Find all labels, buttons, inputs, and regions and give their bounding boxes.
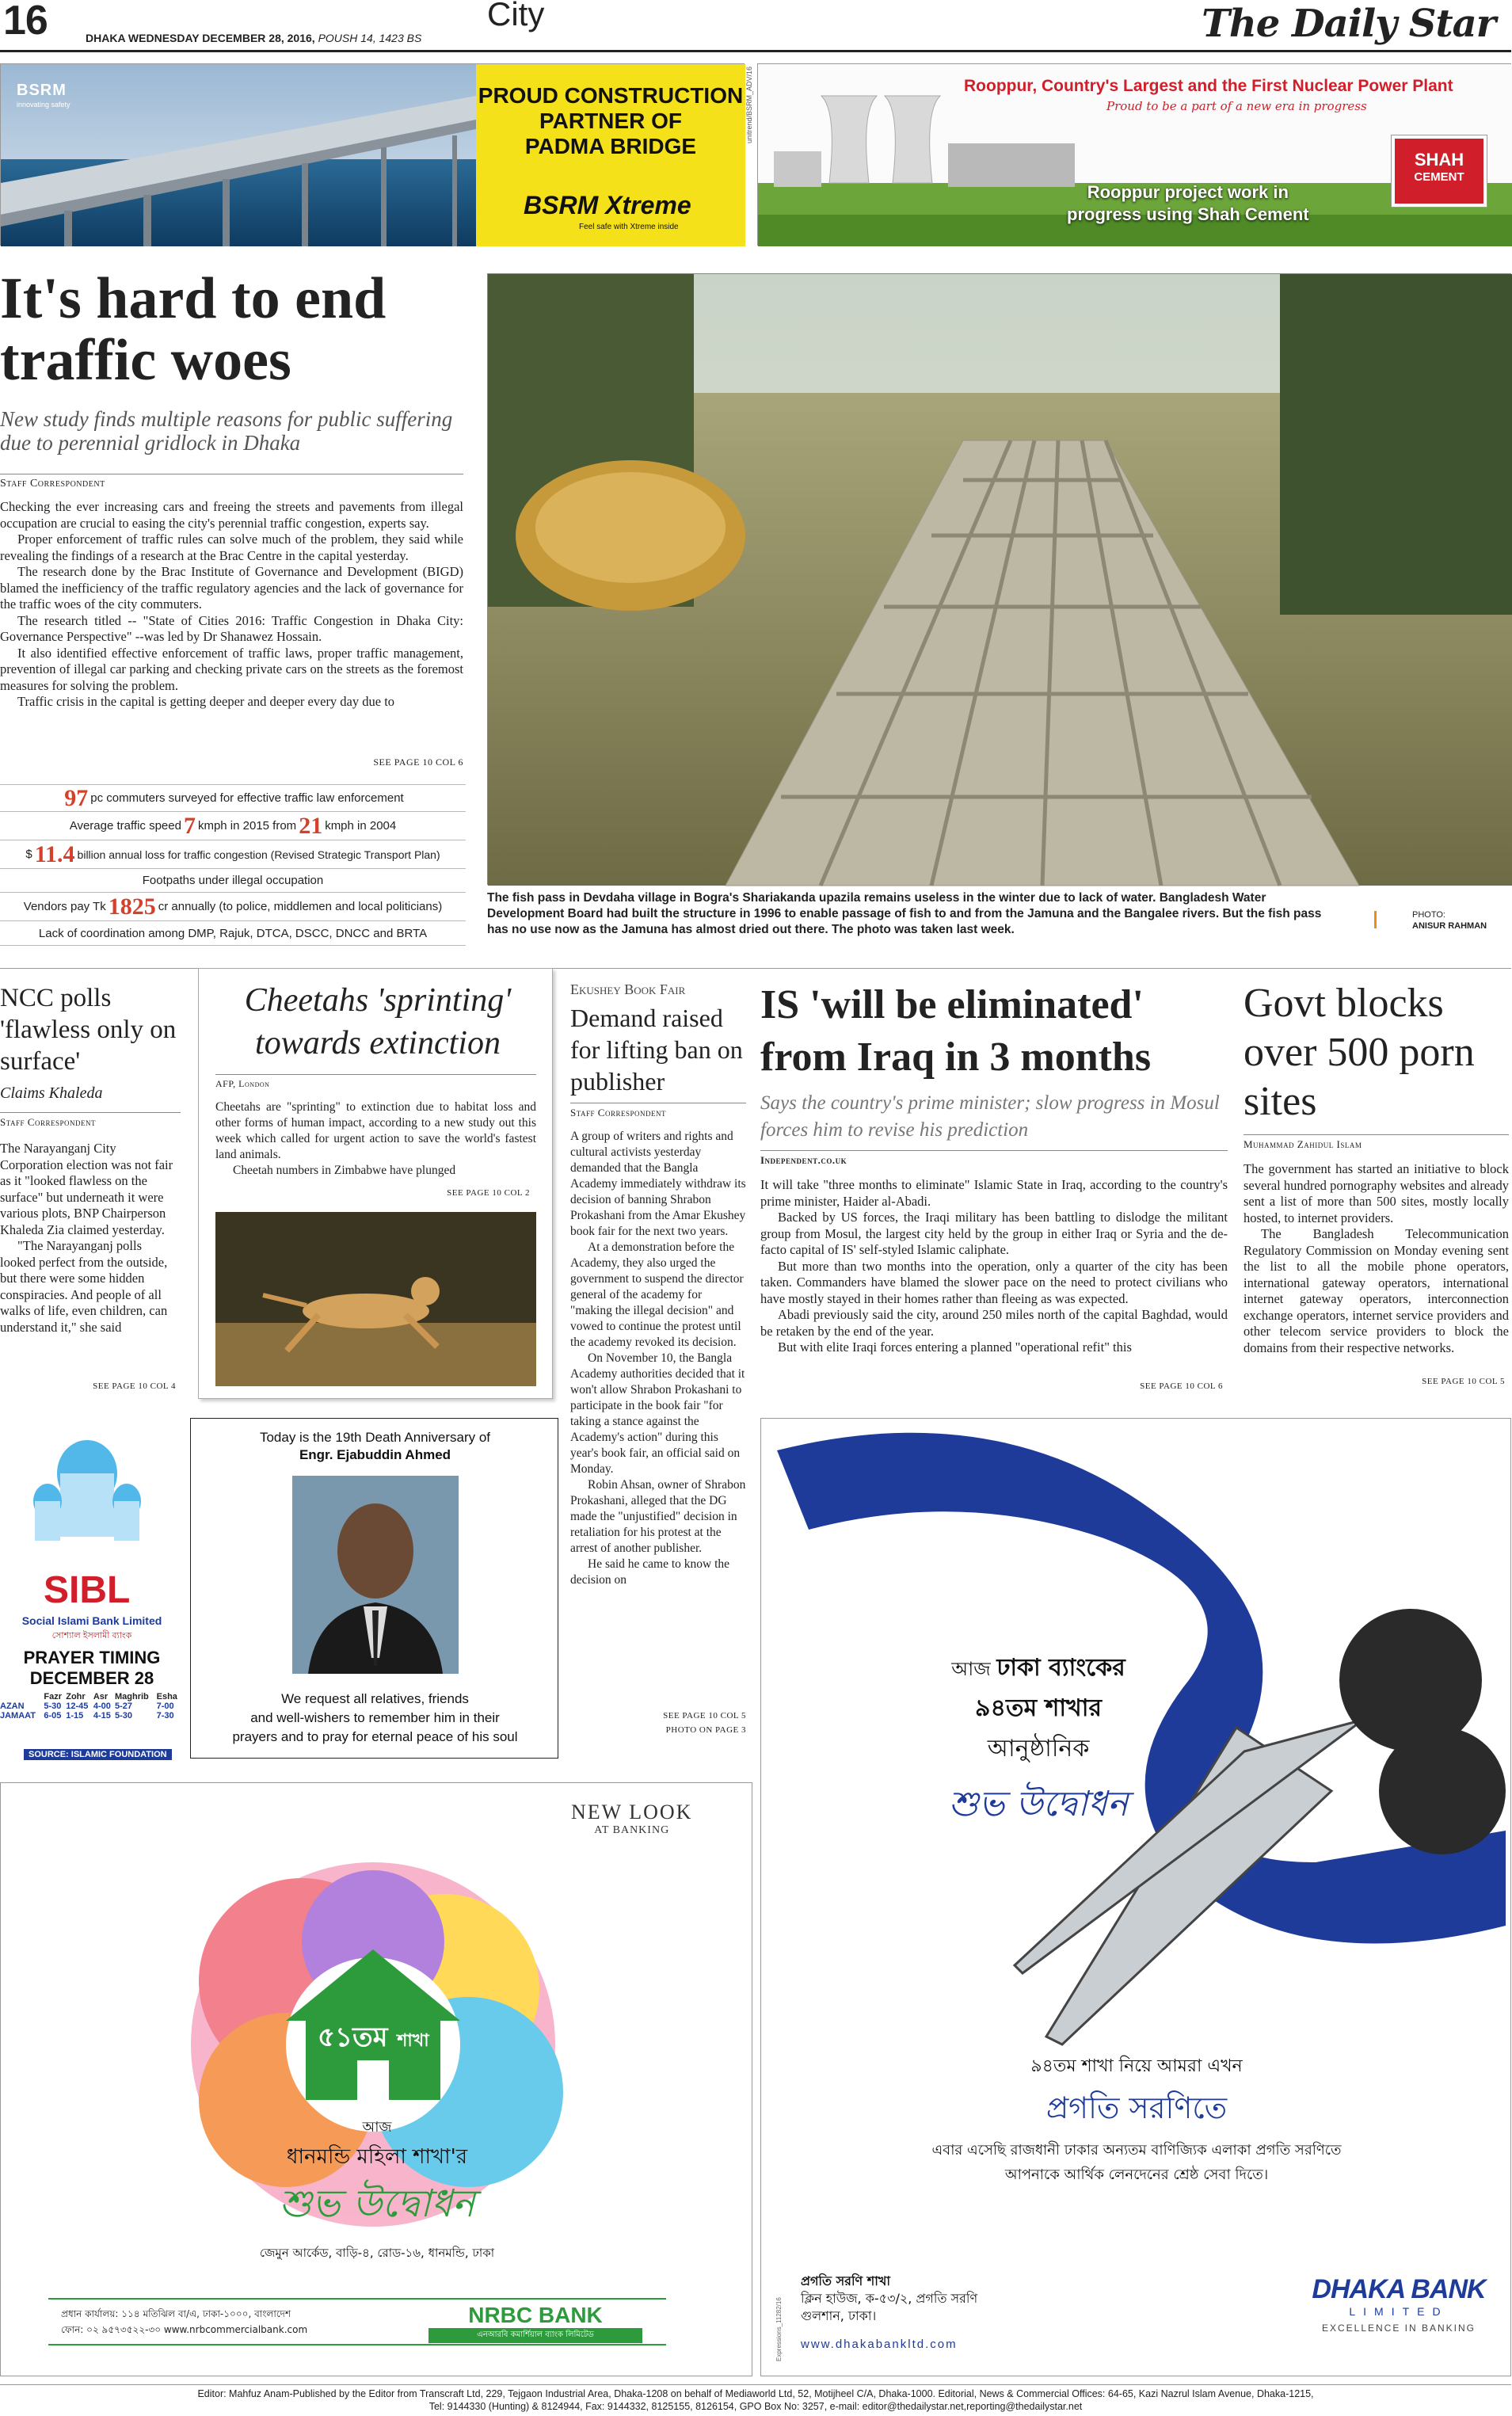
- footer-rule: [0, 2384, 1511, 2385]
- cheetah-image: [215, 1212, 536, 1386]
- fish-pass-photo: [487, 273, 1511, 885]
- cheetah-p1: Cheetahs are "sprinting" to extinction due to habitat loss and other forms of human impact, according to a new study out this week which called for urgent action to save the world's fastest land animals.: [215, 1100, 536, 1161]
- nrbc-opening: [1, 2116, 753, 2264]
- db-logo-sub: LIMITED: [1349, 2305, 1449, 2318]
- prayer-cell: 4-00: [93, 1701, 111, 1711]
- lead-p2: Proper enforcement of traffic rules can solve much of the problem, they said while revealing the findings of a research at the Brac Centre in the capital yesterday.: [0, 532, 463, 563]
- db-mid3: এবার এসেছি রাজধানী ঢাকার অন্যতম বাণিজ্যিক এলাকা প্রগতি সরণিতে: [931, 2142, 1342, 2159]
- shah-sub: Proud to be a part of a new era in progress: [1106, 99, 1367, 113]
- stat2-num1: 7: [183, 812, 196, 839]
- stat2-mid: kmph in 2015 from: [197, 819, 297, 833]
- porn-headline: Govt blocks over 500 porn sites: [1243, 981, 1475, 1124]
- memorial-name: Engr. Ejabuddin Ahmed: [299, 1447, 451, 1462]
- shah-caption-2: progress using Shah Cement: [1067, 204, 1309, 224]
- cheetah-photo: [215, 1212, 536, 1386]
- stat2-pre: Average traffic speed: [69, 819, 181, 833]
- prayer-date: DECEMBER 28: [29, 1668, 154, 1688]
- stat-row-5: [0, 893, 466, 921]
- stat5-text: cr annually (to police, middlemen and local politicians): [158, 900, 443, 913]
- nrbc-house-icon: [286, 1949, 460, 2100]
- sibl-bank-name: Social Islami Bank Limited: [21, 1614, 162, 1627]
- sibl-logo: SIBL: [44, 1569, 131, 1611]
- caption-divider: [1374, 911, 1377, 928]
- nrbc-tag1: NEW LOOK: [571, 1801, 693, 1823]
- nrbc-num: ৫১তম: [318, 2022, 388, 2053]
- shah-logo-1: SHAH: [1414, 150, 1464, 170]
- bsrm-brand: BSRM Xtreme: [524, 191, 691, 219]
- lead-p4: The research titled -- "State of Cities 2016: Traffic Congestion in Dhaka City: Governance Perspective" --was led by Dr Shanawez Hossain.: [0, 612, 463, 644]
- bridge-photo: [1, 64, 476, 246]
- lead-p3: The research done by the Brac Institute of Governance and Development (BIGD) blamed the inefficiency of the traffic regulatory agencies and the lack of governance for the traffic woes of the city commuters.: [0, 564, 463, 612]
- fish-pass-image: [488, 274, 1512, 886]
- ribbon-scissors: [761, 1419, 1512, 2377]
- prayer-cell: 6-05: [44, 1711, 62, 1721]
- prayer-cell: AZAN: [0, 1701, 25, 1711]
- photo-credit-label: PHOTO:: [1412, 910, 1445, 920]
- dhaka-bank-ad[interactable]: [760, 1418, 1511, 2376]
- cheetah-see-page: SEE PAGE 10 COL 2: [447, 1188, 530, 1198]
- nrbc-address: জেমুন আর্কেড, বাড়ি-৪, রোড-১৬, ধানমন্ডি, ঢাকা: [259, 2246, 495, 2260]
- iraq-p1: It will take "three months to eliminate" Islamic State in Iraq, according to the country's prime minister, Haider al-Abadi.: [760, 1177, 1228, 1209]
- prayer-row-jamaat: [0, 1711, 182, 1721]
- iraq-p5: But with elite Iraqi forces entering a planned "operational refit" this: [778, 1339, 1132, 1355]
- stat5-pre: Vendors pay Tk: [23, 900, 106, 913]
- stat2-num2: 21: [299, 812, 323, 839]
- ekushey-p3: On November 10, the Bangla Academy authorities decided that it won't allow Shrabon Prokashani to participate in the book fair "for taking a stance against the Academy's action" during this year's book fair, an official said on Monday.: [570, 1351, 745, 1476]
- ncc-body: [0, 1141, 181, 1336]
- prayer-h1: Fazr: [44, 1692, 63, 1701]
- memorial-msg3: prayers and to pray for eternal peace of his soul: [232, 1729, 518, 1744]
- bsrm-line1: PROUD CONSTRUCTION: [478, 83, 744, 108]
- cheetah-p2: Cheetah numbers in Zimbabwe have plunged: [233, 1164, 456, 1177]
- lead-p1: Checking the ever increasing cars and freeing the streets and pavements from illegal occupation are crucial to easing the city's perennial traffic congestion, experts say.: [0, 499, 463, 531]
- memorial-ad[interactable]: [190, 1418, 558, 1759]
- dhaka-web[interactable]: www.dhakabankltd.com: [801, 2338, 958, 2351]
- db-logo: DHAKA BANK: [1312, 2274, 1486, 2304]
- ekushey-byline: Staff Correspondent: [570, 1103, 746, 1119]
- stat4-text: Footpaths under illegal occupation: [142, 874, 324, 887]
- nrbc-tag2: AT BANKING: [594, 1824, 670, 1836]
- ncc-subhead: Claims Khaleda: [0, 1084, 103, 1102]
- nrbc-hq1: প্রধান কার্যালয়: ১১৪ মতিঝিল বা/এ, ঢাকা-১০০০, বাংলাদেশ: [61, 2308, 291, 2319]
- lead-see-page: SEE PAGE 10 COL 6: [373, 756, 463, 768]
- photo-caption: The fish pass in Devdaha village in Bogra's Shariakanda upazila remains useless in the winter due to lack of water. Bangladesh Water Development Board had built the structure in 1996 to enable passage of fish to and from the Jamuna and the Bangalee rivers. But the fish pass has no use now as the Jamuna has almost dried out there. The photo was taken last week.: [487, 891, 1322, 936]
- iraq-byline: Independent.co.uk: [760, 1150, 1228, 1167]
- ekushey-p5: He said he came to know the decision on: [570, 1557, 730, 1587]
- stat-row-3: [0, 840, 466, 869]
- nrbc-bank-ad[interactable]: [0, 1782, 752, 2376]
- ekushey-p2: At a demonstration before the Academy, they also urged the government to suspend the director general of the academy for "making the illegal decision" and vowed to continue the protest until the academy revoked its decision.: [570, 1240, 744, 1349]
- prayer-h0: [0, 1692, 44, 1701]
- nrbc-aj: আজ: [362, 2119, 392, 2136]
- ekushey-see-page: SEE PAGE 10 COL 5: [663, 1711, 746, 1721]
- prayer-h5: Esha: [156, 1692, 177, 1701]
- stat1-text: pc commuters surveyed for effective traffic law enforcement: [90, 791, 404, 805]
- ncc-p1: The Narayanganj City Corporation election was not fair as it "looked flawless on the surface" but underneath it were various plots, BNP Chairperson Khaleda Zia claimed yesterday.: [0, 1141, 173, 1237]
- footer-imprint: [0, 2387, 1511, 2413]
- bsrm-logo-text: BSRM: [17, 82, 67, 99]
- iraq-see-page: SEE PAGE 10 COL 6: [1140, 1381, 1223, 1391]
- bsrm-logo: [17, 82, 67, 100]
- cheetah-body: [215, 1099, 536, 1179]
- nrbc-branch-name: ধানমন্ডি মহিলা শাখা'র: [286, 2145, 468, 2169]
- footer-line1: Editor: Mahfuz Anam-Published by the Editor from Transcraft Ltd, 229, Tejgaon Industrial Area, Dhaka-1208 on behalf of Mediaworld Ltd, 52, Motijheel C/A, Dhaka-1000. Editorial, News & Commercial Offices: 64-65, Kazi Nazrul Islam Avenue, Dhaka-1215,: [197, 2388, 1314, 2399]
- stat2-end: kmph in 2004: [325, 819, 397, 833]
- dateline-date: DHAKA WEDNESDAY DECEMBER 28, 2016,: [86, 32, 315, 44]
- ekushey-headline: Demand raised for lifting ban on publisher: [570, 1004, 743, 1096]
- bsrm-code: unitrend/BSRM_ADV/16: [745, 66, 753, 143]
- footer-line2: Tel: 9144330 (Hunting) & 8124944, Fax: 9144332, 8125155, 8126154, GPO Box No: 3257, e-mail: editor@thedailystar.net,reporting@thedailystar.net: [428, 2401, 1083, 2412]
- stat-row-1: [0, 785, 466, 812]
- shah-logo: [1392, 135, 1487, 207]
- nrbc-shubho: শুভ উদ্বোধন: [279, 2182, 475, 2226]
- dateline-bangla: POUSH 14, 1423 BS: [318, 32, 422, 44]
- db-branch-addr2: গুলশান, ঢাকা।: [801, 2308, 877, 2323]
- nrbc-tag: [571, 1801, 692, 1837]
- ncc-p2: "The Narayanganj polls looked perfect from the outside, but there were some hidden conspiracies. And people of all walks of life, even children, can understand it," she said: [0, 1238, 168, 1335]
- nrbc-branch-num: [318, 2017, 429, 2062]
- db-mid4: আপনাকে আর্থিক লেনদেনের শ্রেষ্ঠ সেবা দিতে।: [1004, 2166, 1269, 2183]
- stat-row-6: [0, 921, 466, 945]
- iraq-p4: Abadi previously said the city, around 250 miles north of the capital Baghdad, would be retaken by the end of the year.: [760, 1307, 1228, 1339]
- prayer-cell: 5-27: [114, 1701, 132, 1711]
- nrbc-logo-text: NRBC BANK: [468, 2303, 603, 2327]
- cheetah-byline: AFP, London: [215, 1074, 536, 1090]
- photo-credit: [1412, 909, 1487, 932]
- prayer-h4: Maghrib: [114, 1692, 149, 1701]
- bsrm-line3: PADMA BRIDGE: [524, 134, 697, 158]
- db-line2: ৯৪তম শাখার: [975, 1694, 1102, 1722]
- dhaka-logo: [1300, 2274, 1498, 2334]
- stat-row-4: [0, 869, 466, 893]
- prayer-cell: 12-45: [66, 1701, 89, 1711]
- lead-subhead: New study finds multiple reasons for public suffering due to perennial gridlock in Dhaka: [0, 407, 453, 455]
- dhaka-branch: [801, 2273, 977, 2325]
- porn-body: [1243, 1161, 1509, 1356]
- lead-p6: Traffic crisis in the capital is getting deeper and deeper every day due to: [17, 694, 395, 709]
- iraq-subhead: Says the country's prime minister; slow progress in Mosul forces him to revise his prediction: [760, 1092, 1220, 1141]
- db-branch-title: প্রগতি সরণি শাখা: [801, 2273, 891, 2288]
- dhaka-opening-text: [912, 1648, 1165, 1835]
- prayer-cell: 7-30: [156, 1711, 174, 1721]
- bsrm-headline: [476, 83, 745, 159]
- cheetah-headline: Cheetahs 'sprinting' towards extinction: [244, 982, 512, 1061]
- ncc-headline: NCC polls 'flawless only on surface': [0, 984, 177, 1076]
- db-opening: শুভ উদ্বোধন: [948, 1784, 1129, 1824]
- sibl-ad[interactable]: [0, 1418, 184, 1766]
- memorial-msg: [191, 1690, 559, 1747]
- prayer-cell: 4-15: [93, 1711, 111, 1721]
- memorial-line1: Today is the 19th Death Anniversary of: [259, 1430, 491, 1445]
- prayer-cell: 7-00: [156, 1701, 174, 1711]
- porn-see-page: SEE PAGE 10 COL 5: [1422, 1377, 1505, 1386]
- lead-p5: It also identified effective enforcement of traffic laws, proper traffic management, prevention of illegal car parking and checking private cars on the streets as the foremost measures for solving the problem.: [0, 645, 463, 693]
- prayer-title: PRAYER TIMING: [23, 1648, 161, 1667]
- db-line1: ঢাকা ব্যাংকের: [996, 1654, 1125, 1682]
- ekushey-body: [570, 1129, 746, 1588]
- memorial-portrait: [292, 1476, 459, 1674]
- stat3-pre: $: [25, 848, 32, 861]
- db-line3: আনুষ্ঠানিক: [987, 1735, 1090, 1762]
- ekushey-photo-page: PHOTO ON PAGE 3: [665, 1725, 746, 1735]
- shah-title: Rooppur, Country's Largest and the First Nuclear Power Plant: [964, 77, 1453, 95]
- iraq-p3: But more than two months into the operation, only a quarter of the city has been taken. Commanders have blamed the slower pace on the need to protect civilians who have mostly stayed in their homes rather than fleeing as was expected.: [760, 1258, 1228, 1306]
- ncc-byline: Staff Correspondent: [0, 1112, 181, 1129]
- header-rule: [0, 50, 1511, 52]
- dhaka-code: Expressions_11282/16: [775, 2297, 783, 2361]
- ncc-see-page: SEE PAGE 10 COL 4: [93, 1381, 176, 1391]
- bsrm-ad[interactable]: [0, 63, 753, 246]
- ekushey-kicker: Ekushey Book Fair: [570, 981, 686, 997]
- page-number: 16: [3, 0, 48, 44]
- db-branch-addr1: ক্লিন হাউজ, ক-৫৩/২, প্রগতি সরণি: [801, 2291, 978, 2306]
- memorial-msg2: and well-wishers to remember him in their: [250, 1710, 500, 1725]
- db-mid2: প্রগতি সরণিতে: [1045, 2090, 1228, 2125]
- nrbc-hq2: ফোন: ০২ ৯৫৭৩৫২২-৩০ www.nrbcommercialbank.com: [61, 2324, 308, 2335]
- nrbc-hq: [61, 2306, 307, 2338]
- prayer-h2: Zohr: [66, 1692, 86, 1701]
- stat3-num: 11.4: [34, 840, 75, 867]
- dhaka-mid-text: [761, 2052, 1512, 2188]
- sibl-bank-bangla: সোশ্যাল ইসলামী ব্যাংক: [51, 1631, 132, 1641]
- bsrm-brand-sub: Feel safe with Xtreme inside: [579, 223, 679, 231]
- nrbc-branch-word: শাখা: [397, 2031, 429, 2051]
- prayer-cell: 1-15: [66, 1711, 84, 1721]
- prayer-cell: 5-30: [114, 1711, 132, 1721]
- masthead: The Daily Star: [1202, 2, 1495, 46]
- iraq-body: [760, 1177, 1228, 1356]
- porn-p1: The government has started an initiative to block several hundred pornography websites and already sent a list of more than 500 sites, mostly locally hosted, to internet providers.: [1243, 1161, 1509, 1225]
- shah-logo-2: CEMENT: [1414, 170, 1464, 184]
- shah-cement-ad[interactable]: [757, 63, 1511, 246]
- traffic-stats-box: [0, 784, 466, 946]
- bsrm-line2: PARTNER OF: [539, 109, 682, 133]
- memorial-msg1: We request all relatives, friends: [281, 1691, 469, 1706]
- porn-p2: The Bangladesh Telecommunication Regulatory Commission on Monday evening sent the list to all the mobile phone operators, international gateway operators, international internet gateway operators, interconnection exchange operators, internet service providers and other telecom service providers to block the domains from their respective networks.: [1243, 1226, 1509, 1355]
- nrbc-logo-sub: এনআরবি কমার্শিয়াল ব্যাংক লিমিটেড: [428, 2328, 642, 2343]
- stat6-text: Lack of coordination among DMP, Rajuk, DTCA, DSCC, DNCC and BRTA: [38, 926, 428, 940]
- db-mid1: ৯৪তম শাখা নিয়ে আমরা এখন: [1030, 2056, 1243, 2076]
- prayer-header-row: [0, 1692, 182, 1701]
- prayer-source: SOURCE: ISLAMIC FOUNDATION: [24, 1749, 172, 1760]
- iraq-headline: IS 'will be eliminated' from Iraq in 3 months: [760, 982, 1152, 1080]
- lead-body: [0, 499, 463, 711]
- db-aj: আজ: [951, 1658, 991, 1680]
- prayer-table: [0, 1692, 182, 1721]
- iraq-p2: Backed by US forces, the Iraqi military has been battling to dislodge the militant group from Mosul, the largest city held by the group in either Iraq or Syria and the de-facto capital of IS' self-styled Islamic caliphate.: [760, 1210, 1228, 1257]
- portrait-image: [292, 1476, 459, 1674]
- stat5-num: 1825: [108, 893, 156, 920]
- stat3-text: billion annual loss for traffic congestion (Revised Strategic Transport Plan): [77, 848, 440, 861]
- stat-row-2: [0, 812, 466, 840]
- section-title: City: [487, 0, 545, 32]
- lead-byline: Staff Correspondent: [0, 474, 463, 490]
- prayer-row-azan: [0, 1701, 182, 1711]
- prayer-cell: JAMAAT: [0, 1711, 36, 1721]
- prayer-cell: 5-30: [44, 1701, 62, 1711]
- ekushey-p4: Robin Ahsan, owner of Shrabon Prokashani, alleged that the DG made the "unjustified" decision in retaliation for his protest at the arrest of another publisher.: [570, 1478, 746, 1555]
- photo-credit-name: ANISUR RAHMAN: [1412, 921, 1487, 931]
- db-logo-tag: EXCELLENCE IN BANKING: [1321, 2323, 1476, 2334]
- lead-headline: It's hard to end traffic woes: [0, 266, 387, 393]
- bsrm-tagline: innovating safety: [17, 101, 70, 109]
- prayer-h3: Asr: [93, 1692, 109, 1701]
- ekushey-p1: A group of writers and rights and cultural activists yesterday demanded that the Bangla Academy immediately withdraw its decision of banning Shrabon Prokashani from the Amar Ekushey book fair for the next two years.: [570, 1130, 746, 1238]
- stat1-num: 97: [64, 784, 89, 811]
- shah-caption-1: Rooppur project work in: [1087, 182, 1289, 202]
- mosque-icon: [32, 1426, 143, 1545]
- dateline: [86, 32, 421, 44]
- shah-caption: [1067, 181, 1309, 226]
- nrbc-logo: [428, 2303, 642, 2343]
- porn-byline: Muhammad Zahidul Islam: [1243, 1134, 1509, 1151]
